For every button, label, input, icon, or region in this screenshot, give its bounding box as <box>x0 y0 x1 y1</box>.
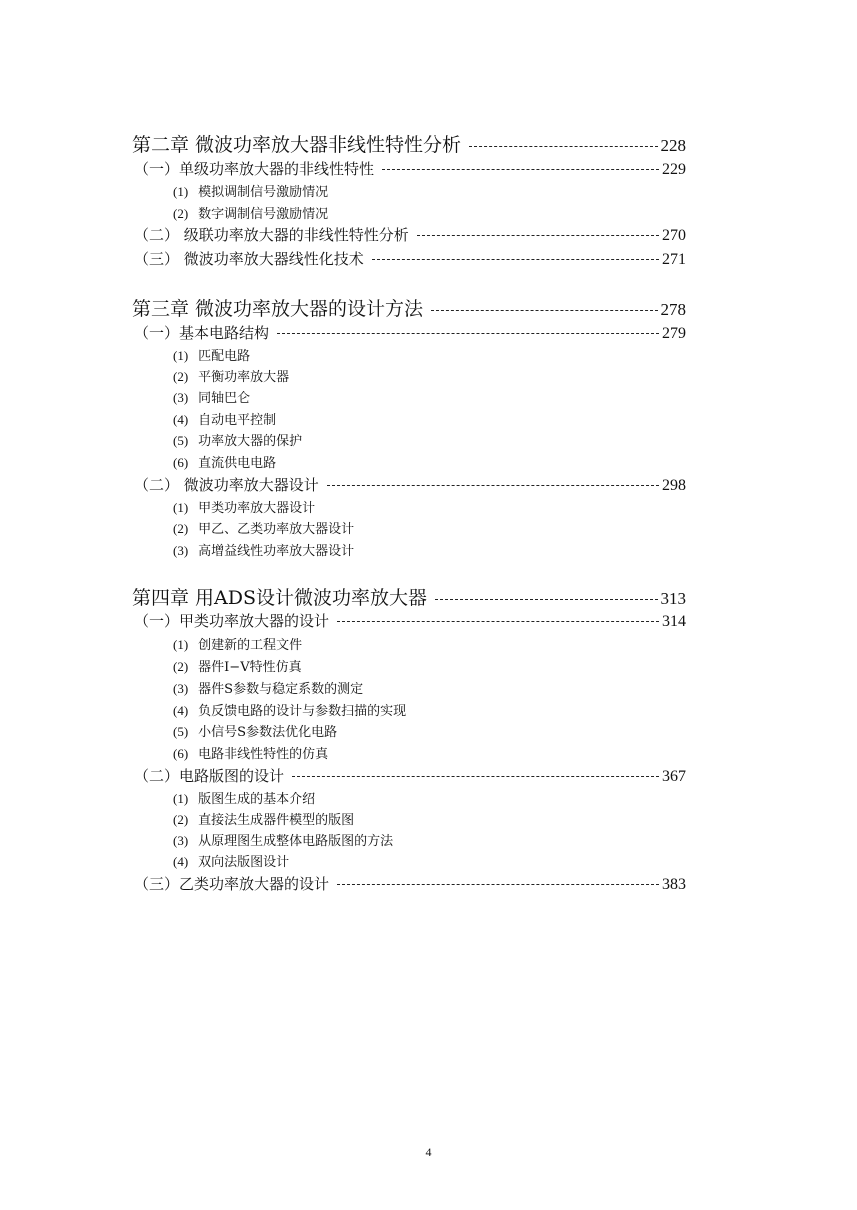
toc-sub-row <box>173 634 302 653</box>
toc-item-title: 从原理图生成整体电路版图的方法 <box>198 834 394 849</box>
toc-item-title: 数字调制信号激励情况 <box>198 207 329 222</box>
toc-item-number: (3) <box>173 390 189 405</box>
toc-item-title: （二） 级联功率放大器的非线性特性分析 <box>134 226 409 244</box>
dotted-leader <box>277 333 659 334</box>
toc-sub-row <box>173 452 276 471</box>
toc-item-title: 功率放大器的保护 <box>198 434 303 449</box>
toc-page-number: 314 <box>662 613 686 630</box>
toc-page-number: 278 <box>660 300 686 319</box>
toc-item-title: （三）乙类功率放大器的设计 <box>134 875 330 893</box>
toc-item-title: 平衡功率放大器 <box>198 370 290 385</box>
dotted-leader <box>435 599 657 600</box>
dotted-leader <box>382 169 659 170</box>
dotted-leader <box>469 146 657 147</box>
toc-item-number: (6) <box>173 746 189 761</box>
toc-item-number: (3) <box>173 833 189 848</box>
toc-item-title: 同轴巴仑 <box>198 391 251 406</box>
toc-sub-row <box>173 743 328 762</box>
dotted-leader <box>431 310 657 311</box>
toc-sub-row <box>173 721 337 740</box>
toc-sub-row <box>173 181 328 200</box>
toc-item-title: 第二章 微波功率放大器非线性特性分析 <box>132 134 462 156</box>
toc-item-title: 器件S参数与稳定系数的测定 <box>198 682 364 697</box>
toc-item-title: 双向法版图设计 <box>198 855 290 870</box>
toc-item-number: (2) <box>173 659 189 674</box>
toc-item-title: 版图生成的基本介绍 <box>198 792 316 807</box>
dotted-leader <box>327 485 659 486</box>
toc-item-title: 模拟调制信号激励情况 <box>198 185 329 200</box>
toc-item-title: 创建新的工程文件 <box>198 638 303 653</box>
toc-item-title: 高增益线性功率放大器设计 <box>198 544 355 559</box>
toc-item-number: (2) <box>173 369 189 384</box>
toc-sub-row <box>173 366 289 385</box>
toc-sub-row <box>173 788 315 807</box>
toc-page-number: 367 <box>662 768 686 785</box>
toc-item-number: (4) <box>173 854 189 869</box>
toc-page-number: 279 <box>662 325 686 342</box>
toc-page-number: 229 <box>662 161 686 178</box>
toc-item-number: (5) <box>173 724 189 739</box>
toc-item-title: （三） 微波功率放大器线性化技术 <box>134 250 364 268</box>
toc-item-number: (2) <box>173 812 189 827</box>
toc-item-title: （二）电路版图的设计 <box>134 767 285 785</box>
toc-section-row <box>134 610 686 631</box>
toc-item-number: (3) <box>173 543 189 558</box>
toc-item-title: 甲乙、乙类功率放大器设计 <box>198 522 355 537</box>
toc-item-title: 直流供电电路 <box>198 456 277 471</box>
dotted-leader <box>372 259 659 260</box>
toc-item-title: 甲类功率放大器设计 <box>198 501 316 516</box>
toc-page-number: 228 <box>660 136 686 155</box>
toc-section-row <box>134 873 686 894</box>
toc-sub-row <box>173 387 250 406</box>
toc-item-title: 小信号S参数法优化电路 <box>198 725 338 740</box>
toc-page-number: 298 <box>662 477 686 494</box>
toc-item-title: 电路非线性特性的仿真 <box>198 747 329 762</box>
toc-sub-row <box>173 700 406 719</box>
toc-item-title: 直接法生成器件模型的版图 <box>198 813 355 828</box>
toc-item-title: 第四章 用ADS设计微波功率放大器 <box>132 587 428 609</box>
dotted-leader <box>337 884 659 885</box>
toc-sub-row <box>173 851 289 870</box>
toc-section-row <box>134 224 686 245</box>
toc-item-title: （一）基本电路结构 <box>134 324 270 342</box>
toc-sub-row <box>173 809 354 828</box>
toc-sub-row <box>173 540 354 559</box>
toc-item-number: (5) <box>173 433 189 448</box>
toc-sub-row <box>173 345 250 364</box>
toc-item-title: （一）单级功率放大器的非线性特性 <box>134 160 375 178</box>
toc-sub-row <box>173 830 393 849</box>
dotted-leader <box>337 621 659 622</box>
toc-page-number: 383 <box>662 876 686 893</box>
toc-item-title: 器件I−V特性仿真 <box>198 660 302 675</box>
toc-section-row <box>134 765 686 786</box>
toc-sub-row <box>173 497 315 516</box>
toc-item-number: (1) <box>173 184 189 199</box>
dotted-leader <box>417 235 659 236</box>
toc-sub-row <box>173 518 354 537</box>
dotted-leader <box>292 776 659 777</box>
toc-item-title: （一）甲类功率放大器的设计 <box>134 612 330 630</box>
toc-item-title: 自动电平控制 <box>198 413 277 428</box>
toc-section-row <box>134 474 686 495</box>
toc-item-number: (1) <box>173 348 189 363</box>
toc-item-title: （二） 微波功率放大器设计 <box>134 476 319 494</box>
toc-item-number: (4) <box>173 703 189 718</box>
toc-item-number: (3) <box>173 681 189 696</box>
toc-item-title: 第三章 微波功率放大器的设计方法 <box>132 298 424 320</box>
toc-item-number: (2) <box>173 206 189 221</box>
toc-item-title: 负反馈电路的设计与参数扫描的实现 <box>198 704 407 719</box>
toc-section-row <box>134 248 686 269</box>
toc-page-number: 313 <box>660 589 686 608</box>
toc-item-number: (1) <box>173 500 189 515</box>
toc-item-number: (1) <box>173 637 189 652</box>
toc-chapter-row <box>132 294 686 321</box>
toc-chapter-row <box>132 130 686 157</box>
toc-item-number: (2) <box>173 521 189 536</box>
toc-chapter-row <box>132 583 686 610</box>
toc-sub-row <box>173 203 328 222</box>
page-number: 4 <box>425 1145 432 1159</box>
toc-item-number: (4) <box>173 412 189 427</box>
toc-section-row <box>134 158 686 179</box>
toc-sub-row <box>173 656 302 675</box>
toc-page-number: 271 <box>662 251 686 268</box>
toc-item-number: (6) <box>173 455 189 470</box>
toc-page-number: 270 <box>662 227 686 244</box>
toc-sub-row <box>173 430 302 449</box>
toc-sub-row <box>173 678 363 697</box>
toc-sub-row <box>173 409 276 428</box>
toc-item-title: 匹配电路 <box>198 349 251 364</box>
toc-item-number: (1) <box>173 791 189 806</box>
toc-section-row <box>134 322 686 343</box>
